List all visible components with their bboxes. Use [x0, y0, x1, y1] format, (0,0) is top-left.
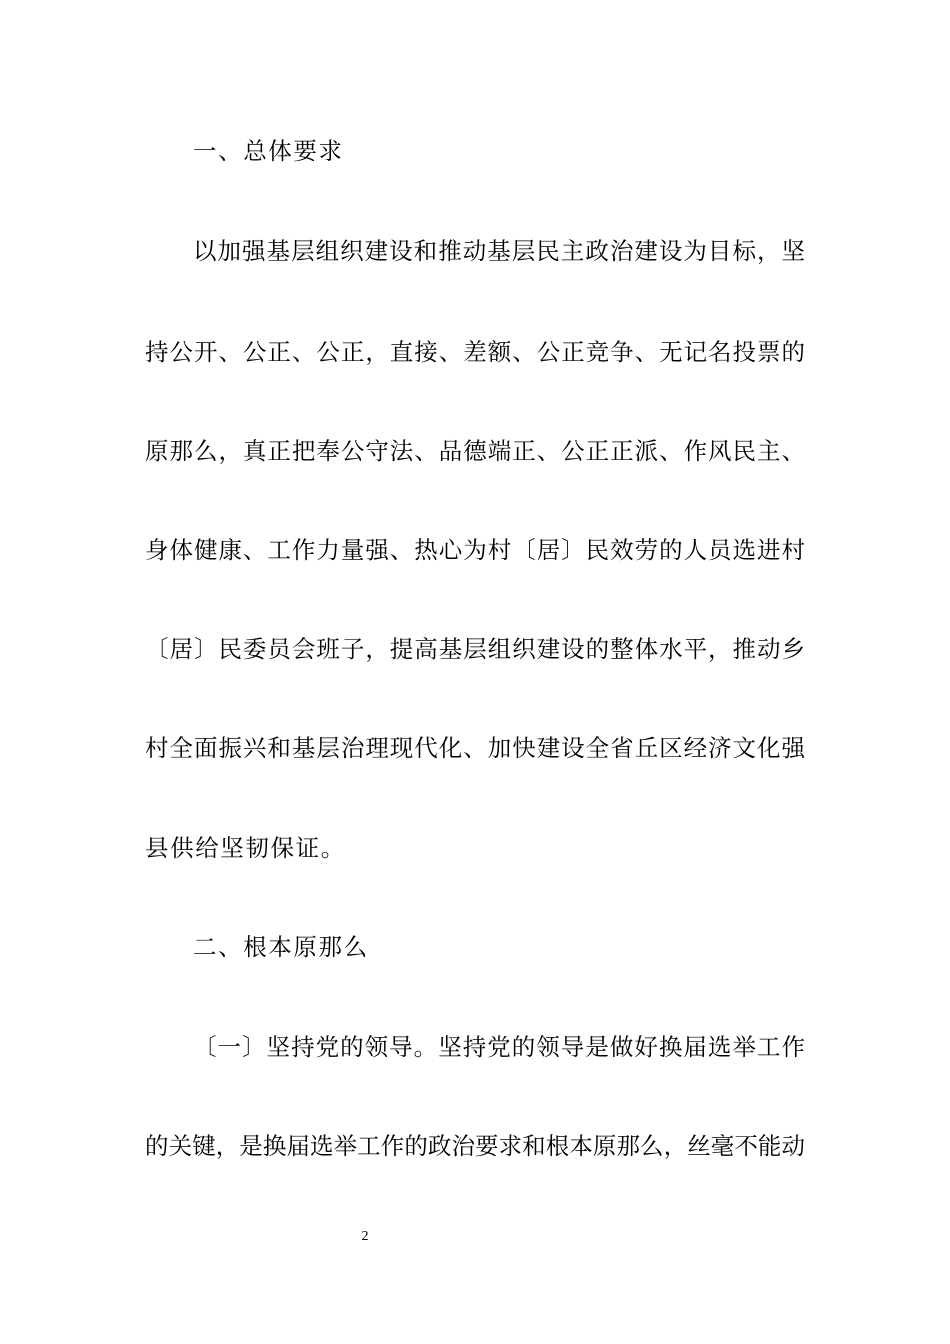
paragraph-line-4: 身体健康、工作力量强、热心为村〔居〕民效劳的人员选进村 — [145, 536, 805, 564]
section-heading-2: 二、根本原那么 — [193, 933, 369, 961]
section-heading-1: 一、总体要求 — [193, 137, 344, 165]
paragraph-line-3: 原那么，真正把奉公守法、品德端正、公正正派、作风民主、 — [145, 437, 805, 465]
paragraph-line-9: 的关键，是换届选举工作的政治要求和根本原那么，丝毫不能动 — [145, 1132, 805, 1160]
paragraph-line-7: 县供给坚韧保证。 — [145, 834, 346, 862]
paragraph-line-6: 村全面振兴和基层治理现代化、加快建设全省丘区经济文化强 — [145, 734, 805, 762]
paragraph-line-1: 以加强基层组织建设和推动基层民主政治建设为目标，坚 — [193, 237, 805, 265]
paragraph-line-5: 〔居〕民委员会班子，提高基层组织建设的整体水平，推动乡 — [145, 635, 805, 663]
page-number: 2 — [361, 1229, 369, 1244]
paragraph-line-8: 〔一〕坚持党的领导。坚持党的领导是做好换届选举工作 — [193, 1033, 805, 1061]
paragraph-line-2: 持公开、公正、公正，直接、差额、公正竞争、无记名投票的 — [145, 338, 805, 366]
